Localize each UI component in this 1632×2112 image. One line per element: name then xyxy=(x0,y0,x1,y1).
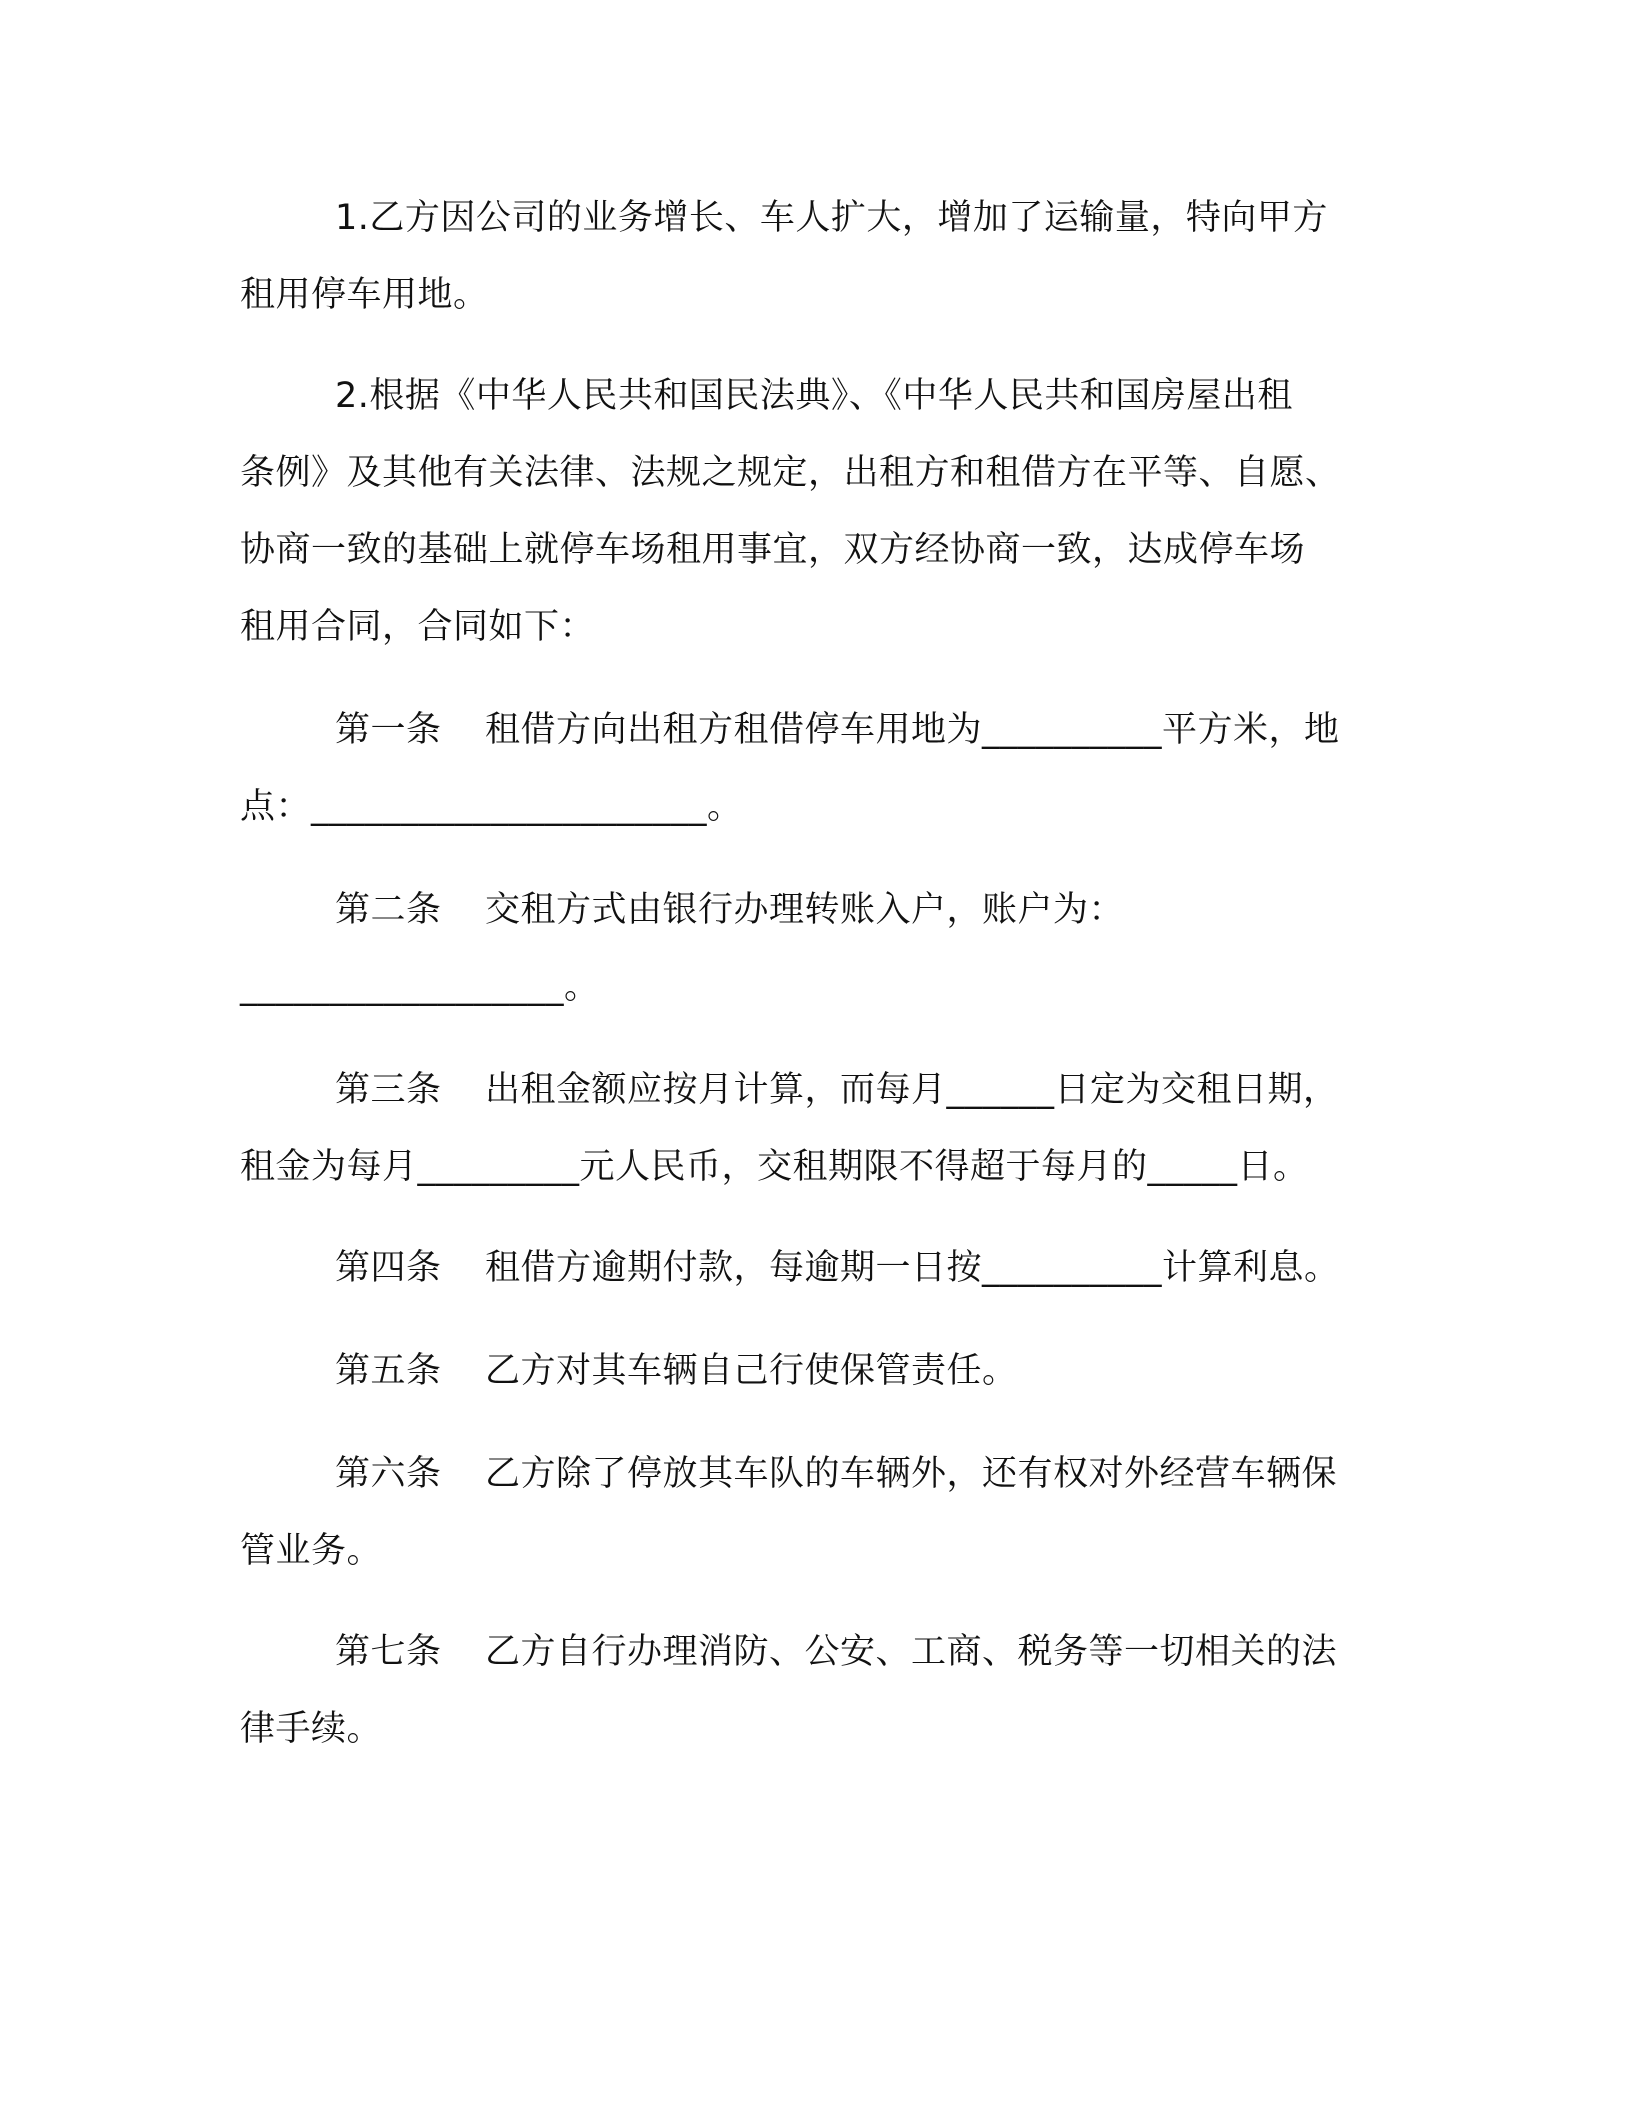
article-number: 第六条 xyxy=(335,1454,442,1494)
paragraph-legal-basis xyxy=(240,358,1380,666)
paragraph-line: 2.根据《中华人民共和国民法典》、《中华人民共和国房屋出租 xyxy=(335,376,1293,416)
article-2 xyxy=(240,872,1380,1026)
paragraph-line: 租用合同，合同如下： xyxy=(240,607,596,647)
article-7 xyxy=(240,1614,1380,1768)
article-4 xyxy=(240,1230,1380,1307)
article-3 xyxy=(240,1052,1380,1206)
article-text: 乙方除了停放其车队的车辆外，还有权对外经营车辆保 xyxy=(485,1454,1338,1494)
paragraph-line: 协商一致的基础上就停车场租用事宜，双方经协商一致，达成停车场 xyxy=(240,530,1306,570)
paragraph-line: 租用停车用地。 xyxy=(240,275,489,315)
article-number: 第四条 xyxy=(335,1248,442,1288)
paragraph-line: 租金为每月_________元人民币，交租期限不得超于每月的_____日。 xyxy=(240,1147,1309,1187)
article-text: 乙方对其车辆自己行使保管责任。 xyxy=(485,1351,1018,1391)
article-5 xyxy=(240,1333,1380,1410)
article-number: 第三条 xyxy=(335,1070,442,1110)
article-text: 租借方逾期付款，每逾期一日按__________计算利息。 xyxy=(485,1248,1340,1288)
article-number: 第七条 xyxy=(335,1632,442,1672)
article-text: 出租金额应按月计算，而每月______日定为交租日期， xyxy=(485,1070,1339,1110)
paragraph-line: 点：______________________。 xyxy=(240,787,743,827)
article-1 xyxy=(240,692,1380,846)
paragraph-line: 条例》及其他有关法律、法规之规定，出租方和租借方在平等、自愿、 xyxy=(240,453,1341,493)
paragraph-purpose xyxy=(240,180,1380,334)
paragraph-line: __________________。 xyxy=(240,967,600,1007)
article-number: 第一条 xyxy=(335,710,442,750)
article-6 xyxy=(240,1436,1380,1590)
article-text: 租借方向出租方租借停车用地为__________平方米，地 xyxy=(485,710,1340,750)
article-number: 第二条 xyxy=(335,890,442,930)
article-number: 第五条 xyxy=(335,1351,442,1391)
article-text: 乙方自行办理消防、公安、工商、税务等一切相关的法 xyxy=(485,1632,1338,1672)
paragraph-line: 管业务。 xyxy=(240,1531,383,1571)
article-text: 交租方式由银行办理转账入户，账户为： xyxy=(485,890,1125,930)
paragraph-line: 1.乙方因公司的业务增长、车人扩大，增加了运输量，特向甲方 xyxy=(335,198,1328,238)
paragraph-line: 律手续。 xyxy=(240,1709,383,1749)
